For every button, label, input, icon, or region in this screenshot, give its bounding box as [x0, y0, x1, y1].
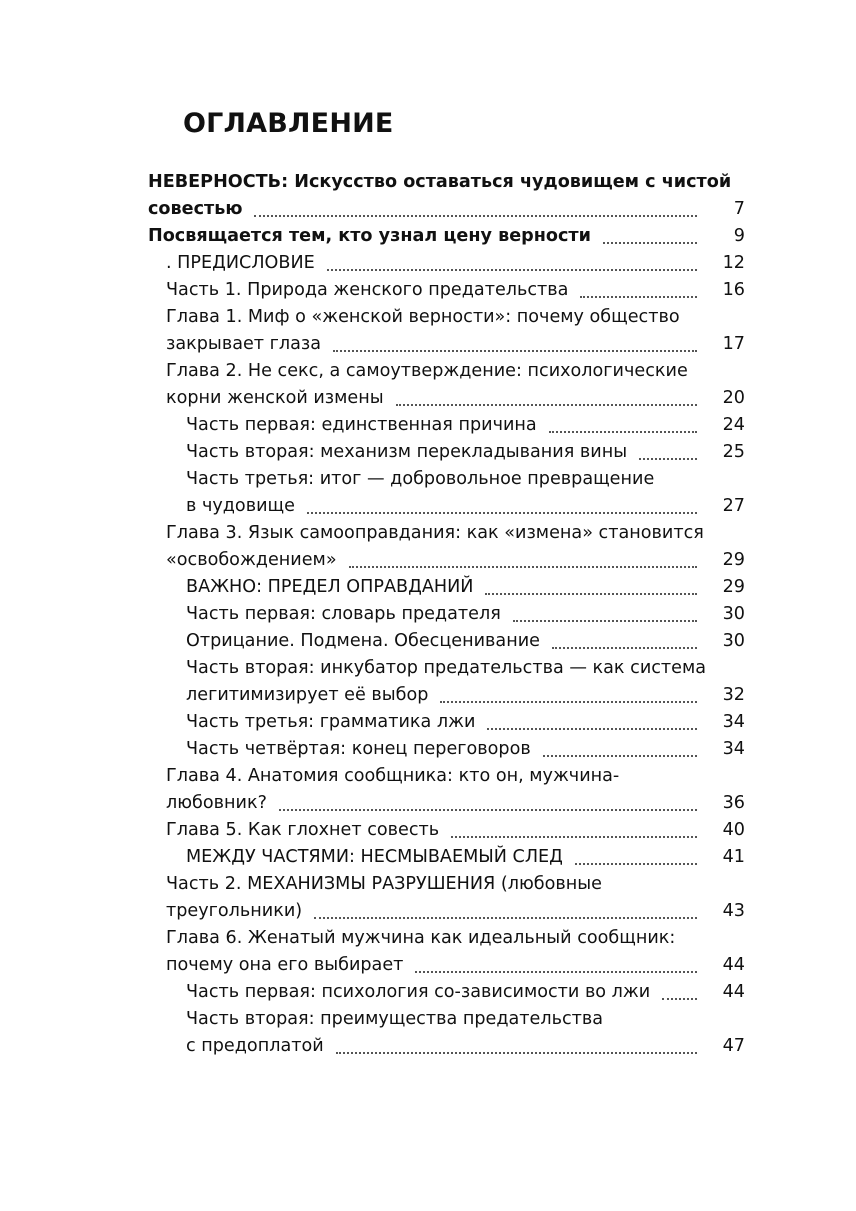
dot-leader: [314, 916, 697, 919]
toc-page-number: 17: [722, 334, 745, 354]
toc-entry: [148, 439, 745, 466]
toc-entry-last-line: [166, 547, 745, 574]
toc-entry: [148, 709, 745, 736]
dot-leader: [279, 808, 697, 811]
toc-entry-text: Глава 5. Как глохнет совесть: [166, 820, 440, 840]
dot-leader: [513, 619, 697, 622]
dot-leader: [549, 430, 697, 433]
toc-entry-text: Посвящается тем, кто узнал цену верности: [148, 226, 591, 246]
toc-entry: [148, 358, 745, 412]
toc-entry-last-line: [166, 250, 745, 277]
toc-entry-last-line: [166, 952, 745, 979]
toc-entry: [148, 223, 745, 250]
toc-entry-text: Часть первая: психология со-зависимости во лжи: [186, 982, 651, 1002]
toc-entry-text: ВАЖНО: ПРЕДЕЛ ОПРАВДАНИЙ: [186, 577, 474, 597]
toc-entry-text: Глава 6. Женатый мужчина как идеальный сообщник:: [166, 928, 676, 948]
toc-entry-text: «освобождением»: [166, 550, 337, 570]
dot-leader: [580, 295, 697, 298]
toc-entry-text: Часть вторая: механизм перекладывания вины: [186, 442, 628, 462]
toc-entry-last-line: [166, 331, 745, 358]
toc-entry-last-line: [166, 277, 745, 304]
toc-entry-text: треугольники): [166, 901, 303, 921]
toc-page-number: 9: [733, 226, 745, 246]
toc-entry-text: любовник?: [166, 793, 267, 813]
toc-entry-last-line: [166, 790, 745, 817]
dot-leader: [415, 970, 697, 973]
dot-leader: [349, 565, 697, 568]
toc-page-number: 30: [722, 604, 745, 624]
toc-page-number: 7: [733, 199, 745, 219]
toc-page-number: 47: [722, 1036, 745, 1056]
toc-entry-last-line: [186, 979, 745, 1006]
dot-leader: [440, 700, 697, 703]
toc-entry-last-line: [186, 439, 745, 466]
toc-page-number: 30: [722, 631, 745, 651]
toc-entry: [148, 763, 745, 817]
toc-entry-text: Глава 2. Не секс, а самоутверждение: психологические: [166, 361, 688, 381]
toc-entry-last-line: [186, 493, 745, 520]
toc-page-number: 20: [722, 388, 745, 408]
dot-leader: [662, 997, 697, 1000]
dot-leader: [327, 268, 697, 271]
toc-page-number: 36: [722, 793, 745, 813]
toc-entry: [148, 412, 745, 439]
toc-entry: [148, 601, 745, 628]
toc-entry: [148, 1006, 745, 1060]
toc-page-number: 32: [722, 685, 745, 705]
toc-entry: [148, 844, 745, 871]
toc-page-number: 43: [722, 901, 745, 921]
toc-entry-last-line: [186, 736, 745, 763]
toc-entry-text: Часть вторая: преимущества предательства: [186, 1009, 604, 1029]
toc-entry-text: НЕВЕРНОСТЬ: Искусство оставаться чудовищем с чистой: [148, 172, 732, 192]
toc-page-number: 40: [722, 820, 745, 840]
dot-leader: [603, 241, 697, 244]
dot-leader: [254, 214, 697, 217]
toc-entry-text: Часть 2. МЕХАНИЗМЫ РАЗРУШЕНИЯ (любовные: [166, 874, 602, 894]
toc-entry-text: с предоплатой: [186, 1036, 324, 1056]
toc-entry: [148, 520, 745, 574]
toc-entry-last-line: [186, 682, 745, 709]
toc-entry-last-line: [186, 412, 745, 439]
toc-page-number: 44: [722, 982, 745, 1002]
dot-leader: [336, 1051, 697, 1054]
toc-entry-text: корни женской измены: [166, 388, 384, 408]
toc-entry: [148, 736, 745, 763]
toc-entry-text: Отрицание. Подмена. Обесценивание: [186, 631, 540, 651]
toc-page-number: 34: [722, 712, 745, 732]
toc-entry: [148, 466, 745, 520]
dot-leader: [307, 511, 697, 514]
toc-entry-text: совестью: [148, 199, 243, 219]
toc-entry-text: МЕЖДУ ЧАСТЯМИ: НЕСМЫВАЕМЫЙ СЛЕД: [186, 847, 563, 867]
toc-entry-last-line: [166, 817, 745, 844]
toc-entry-text: закрывает глаза: [166, 334, 322, 354]
dot-leader: [575, 862, 697, 865]
toc-page-number: 27: [722, 496, 745, 516]
toc-page-number: 34: [722, 739, 745, 759]
dot-leader: [639, 457, 697, 460]
toc-entry: [148, 817, 745, 844]
toc-entry: [148, 979, 745, 1006]
toc-entry-text: Часть третья: грамматика лжи: [186, 712, 476, 732]
dot-leader: [487, 727, 697, 730]
toc-entry-text: в чудовище: [186, 496, 295, 516]
toc-page-number: 44: [722, 955, 745, 975]
toc-entry-last-line: [186, 1033, 745, 1060]
dot-leader: [333, 349, 697, 352]
toc-entry-text: почему она его выбирает: [166, 955, 404, 975]
toc-page-number: 24: [722, 415, 745, 435]
toc-entry: [148, 925, 745, 979]
toc-entry: [148, 628, 745, 655]
dot-leader: [485, 592, 697, 595]
toc-entry: [148, 304, 745, 358]
toc-page-number: 41: [722, 847, 745, 867]
toc-entry-text: Часть четвёртая: конец переговоров: [186, 739, 531, 759]
toc-entry-last-line: [166, 898, 745, 925]
toc-entry-text: легитимизирует её выбор: [186, 685, 429, 705]
toc-entry-text: Глава 3. Язык самооправдания: как «измена» становится: [166, 523, 704, 543]
toc-entry: [148, 277, 745, 304]
toc-entry-text: Часть первая: единственная причина: [186, 415, 537, 435]
toc-entry-last-line: [148, 196, 745, 223]
toc-entry-text: Часть третья: итог — добровольное превращение: [186, 469, 655, 489]
toc-entry-text: . ПРЕДИСЛОВИЕ: [166, 253, 315, 273]
toc-entry-last-line: [186, 601, 745, 628]
toc-entry-last-line: [186, 709, 745, 736]
dot-leader: [451, 835, 697, 838]
dot-leader: [396, 403, 697, 406]
toc-entry-text: Часть вторая: инкубатор предательства — как система: [186, 658, 707, 678]
toc-entry: [148, 169, 745, 223]
toc-entry-text: Часть 1. Природа женского предательства: [166, 280, 569, 300]
toc-entry-text: Глава 4. Анатомия сообщника: кто он, мужчина-: [166, 766, 620, 786]
toc-entry-text: Часть первая: словарь предателя: [186, 604, 501, 624]
toc-page-number: 29: [722, 550, 745, 570]
toc-page-number: 25: [722, 442, 745, 462]
toc-page-number: 12: [722, 253, 745, 273]
toc-entry-text: Глава 1. Миф о «женской верности»: почему общество: [166, 307, 680, 327]
toc-entry-last-line: [166, 385, 745, 412]
toc-page-number: 16: [722, 280, 745, 300]
toc-entry-last-line: [186, 628, 745, 655]
toc-entry: [148, 871, 745, 925]
table-of-contents: [148, 169, 745, 1060]
dot-leader: [552, 646, 697, 649]
toc-entry-last-line: [148, 223, 745, 250]
toc-entry: [148, 655, 745, 709]
toc-page-number: 29: [722, 577, 745, 597]
toc-entry: [148, 250, 745, 277]
toc-title: ОГЛАВЛЕНИЕ: [183, 108, 394, 139]
dot-leader: [543, 754, 697, 757]
toc-entry-last-line: [186, 844, 745, 871]
toc-entry: [148, 574, 745, 601]
toc-entry-last-line: [186, 574, 745, 601]
